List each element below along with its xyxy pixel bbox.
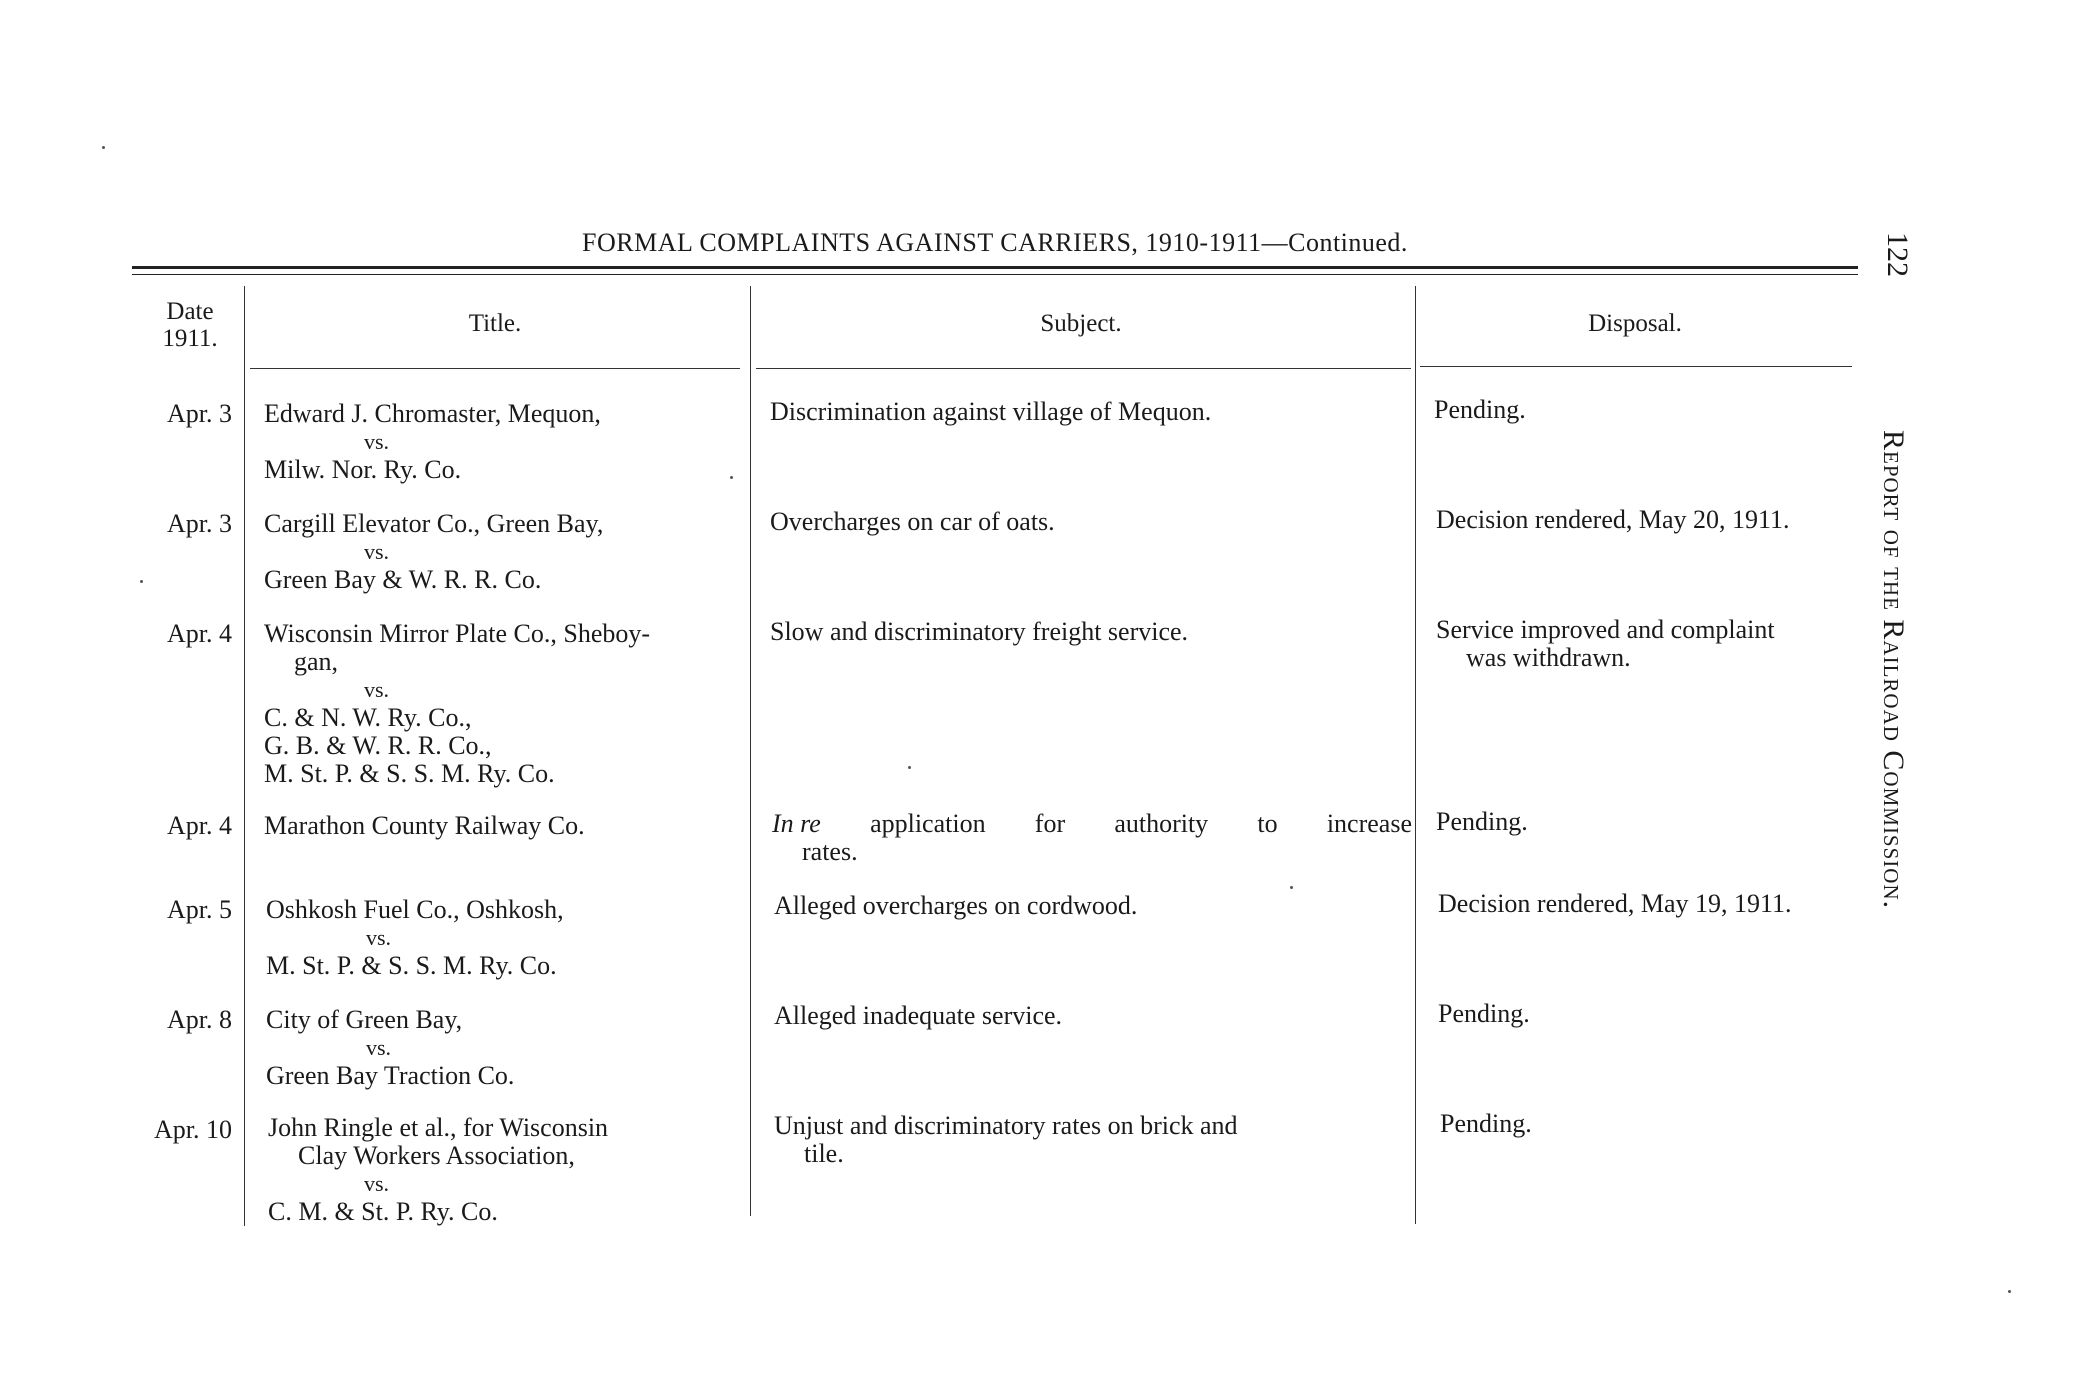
title-line: Cargill Elevator Co., Green Bay,	[264, 509, 604, 538]
row-date: Apr. 10	[154, 1115, 232, 1144]
title-line: G. B. & W. R. R. Co.,	[264, 731, 492, 760]
subject-line: Unjust and discriminatory rates on brick and	[774, 1111, 1238, 1140]
title-line: C. M. & St. P. Ry. Co.	[268, 1197, 498, 1226]
disposal-line: Service improved and complaint	[1436, 615, 1775, 644]
row-title: Marathon County Railway Co.	[264, 811, 585, 840]
row-disposal: Pending.	[1434, 395, 1526, 424]
title-line: Green Bay & W. R. R. Co.	[264, 565, 542, 594]
versus-text: vs.	[364, 429, 390, 454]
row-date: Apr. 3	[167, 399, 232, 428]
row-title	[266, 896, 564, 980]
title-line: Clay Workers Association,	[298, 1141, 575, 1170]
disposal-header-rule	[1420, 366, 1852, 367]
page-heading: FORMAL COMPLAINTS AGAINST CARRIERS, 1910-1911—Continued.	[582, 228, 1408, 257]
title-line: C. & N. W. Ry. Co.,	[264, 703, 472, 732]
title-line: M. St. P. & S. S. M. Ry. Co.	[266, 951, 557, 980]
subject-word: application	[870, 809, 986, 838]
row-subject: Discrimination against village of Mequon.	[770, 397, 1212, 426]
row-title	[268, 1114, 608, 1226]
row-disposal: Pending.	[1438, 999, 1530, 1028]
title-line: Green Bay Traction Co.	[266, 1061, 515, 1090]
row-disposal: Pending.	[1440, 1109, 1532, 1138]
subject-word: authority	[1114, 809, 1209, 838]
subject-word: for	[1034, 809, 1066, 838]
heading-rule	[132, 266, 1858, 269]
versus-text: vs.	[364, 677, 390, 702]
row-date: Apr. 8	[167, 1005, 232, 1034]
subject-line: tile.	[804, 1139, 844, 1168]
disposal-line: was withdrawn.	[1466, 643, 1631, 672]
title-line: City of Green Bay,	[266, 1005, 463, 1034]
title-line: Milw. Nor. Ry. Co.	[264, 455, 462, 484]
column-divider-date-title	[244, 286, 245, 1226]
title-line: John Ringle et al., for Wisconsin	[268, 1113, 609, 1142]
row-subject	[774, 1112, 1238, 1168]
row-date: Apr. 5	[167, 895, 232, 924]
row-subject: Alleged overcharges on cordwood.	[774, 891, 1138, 920]
scan-speck	[140, 580, 143, 583]
page-number: 122	[1881, 232, 1914, 277]
scan-speck	[2008, 1290, 2011, 1293]
title-line: Wisconsin Mirror Plate Co., Sheboy-	[264, 619, 651, 648]
scan-speck	[908, 766, 911, 769]
row-title	[264, 400, 601, 484]
row-subject: Alleged inadequate service.	[774, 1001, 1063, 1030]
column-header-disposal: Disposal.	[1588, 310, 1682, 337]
column-divider-title-subject	[750, 286, 751, 1216]
subject-header-rule	[756, 368, 1411, 369]
row-subject: Overcharges on car of oats.	[770, 507, 1055, 536]
row-subject: Slow and discriminatory freight service.	[770, 617, 1189, 646]
row-title	[266, 1006, 514, 1090]
row-date: Apr. 4	[167, 619, 232, 648]
column-header-subject: Subject.	[1040, 310, 1122, 337]
row-title	[264, 510, 603, 594]
date-header-line2: 1911.	[162, 325, 218, 352]
scan-speck	[1290, 886, 1293, 889]
title-header-rule	[250, 368, 740, 369]
row-disposal: Decision rendered, May 19, 1911.	[1438, 889, 1792, 918]
subject-italic-term: In re	[772, 809, 821, 838]
title-line: Edward J. Chromaster, Mequon,	[264, 399, 601, 428]
versus-text: vs.	[364, 539, 390, 564]
row-disposal: Decision rendered, May 20, 1911.	[1436, 505, 1790, 534]
running-head: Report of the Railroad Commission.	[1877, 430, 1910, 910]
row-date: Apr. 3	[167, 509, 232, 538]
row-date: Apr. 4	[167, 811, 232, 840]
subject-word: to	[1257, 809, 1278, 838]
title-line: gan,	[294, 647, 339, 676]
row-disposal	[1436, 616, 1775, 672]
row-subject	[772, 810, 1412, 866]
title-line: M. St. P. & S. S. M. Ry. Co.	[264, 759, 555, 788]
subject-word: increase	[1326, 809, 1412, 838]
column-header-title: Title.	[468, 310, 522, 337]
date-header-line1: Date	[166, 298, 214, 325]
column-header-date	[140, 298, 240, 352]
versus-text: vs.	[366, 925, 392, 950]
row-disposal: Pending.	[1436, 807, 1528, 836]
heading-rule-thin	[132, 274, 1858, 275]
scan-speck	[102, 146, 105, 149]
versus-text: vs.	[364, 1171, 390, 1196]
subject-line: rates.	[802, 837, 858, 866]
column-divider-subject-disposal	[1415, 286, 1416, 1224]
versus-text: vs.	[366, 1035, 392, 1060]
scan-speck	[730, 476, 733, 479]
subject-justified-line	[772, 810, 1412, 838]
row-title	[264, 620, 650, 788]
title-line: Oshkosh Fuel Co., Oshkosh,	[266, 895, 564, 924]
